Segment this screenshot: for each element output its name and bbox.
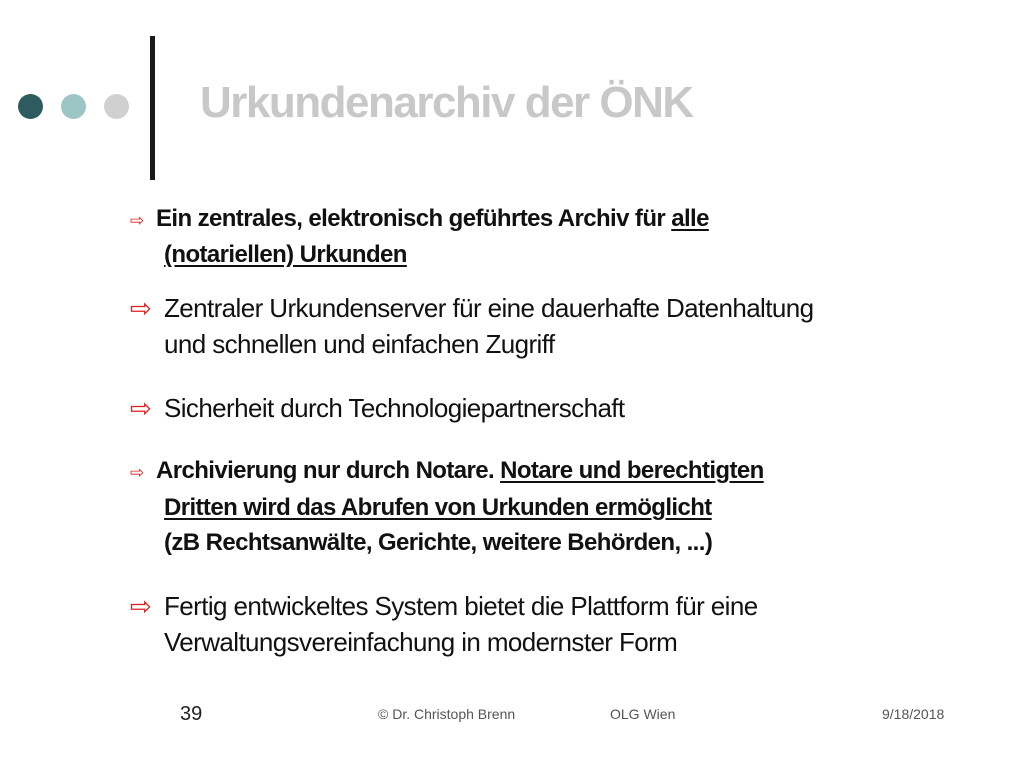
decorative-dot-gray [104, 94, 129, 119]
bullet-text: Zentraler Urkundenserver für eine dauerhafte Datenhaltung [164, 293, 814, 323]
bullet-text: Ein zentrales, elektronisch geführtes Archiv für [156, 205, 672, 232]
bullet-text: Verwaltungsvereinfachung in modernster Form [164, 627, 678, 657]
decorative-dot-dark [18, 94, 43, 119]
bullet-text: (zB Rechtsanwälte, Gerichte, weitere Behörden, ...) [164, 529, 713, 556]
bullet-platform [130, 588, 860, 660]
bullet-document-server [130, 290, 860, 362]
page-number: 39 [180, 703, 203, 725]
arrow-right-icon: ⇨ [130, 293, 152, 323]
bullet-central-archive [130, 202, 860, 272]
bullet-text-underlined: (notariellen) Urkunden [164, 241, 407, 268]
bullet-text: und schnellen und einfachen Zugriff [164, 329, 555, 359]
bullet-text: Fertig entwickeltes System bietet die Plattform für eine [164, 591, 758, 621]
slide-title: Urkundenarchiv der ÖNK [200, 78, 693, 127]
bullet-text-underlined: Notare und berechtigten [500, 457, 764, 484]
arrow-right-icon: ⇨ [130, 211, 144, 230]
arrow-right-icon: ⇨ [130, 463, 144, 482]
decorative-dot-teal [61, 94, 86, 119]
footer-organization: OLG Wien [610, 706, 676, 722]
bullet-text-underlined: alle [671, 205, 709, 232]
bullet-security [130, 390, 860, 426]
bullet-text-underlined: Dritten wird das Abrufen von Urkunden ermöglicht [164, 494, 712, 521]
arrow-right-icon: ⇨ [130, 591, 152, 621]
footer-author: © Dr. Christoph Brenn [378, 706, 516, 722]
bullet-archiving-notaries [130, 453, 860, 560]
title-divider-line [150, 36, 155, 180]
bullet-text: Archivierung nur durch Notare. [156, 457, 501, 484]
footer-date: 9/18/2018 [882, 706, 945, 722]
bullet-text: Sicherheit durch Technologiepartnerschaft [164, 393, 625, 423]
arrow-right-icon: ⇨ [130, 393, 152, 423]
